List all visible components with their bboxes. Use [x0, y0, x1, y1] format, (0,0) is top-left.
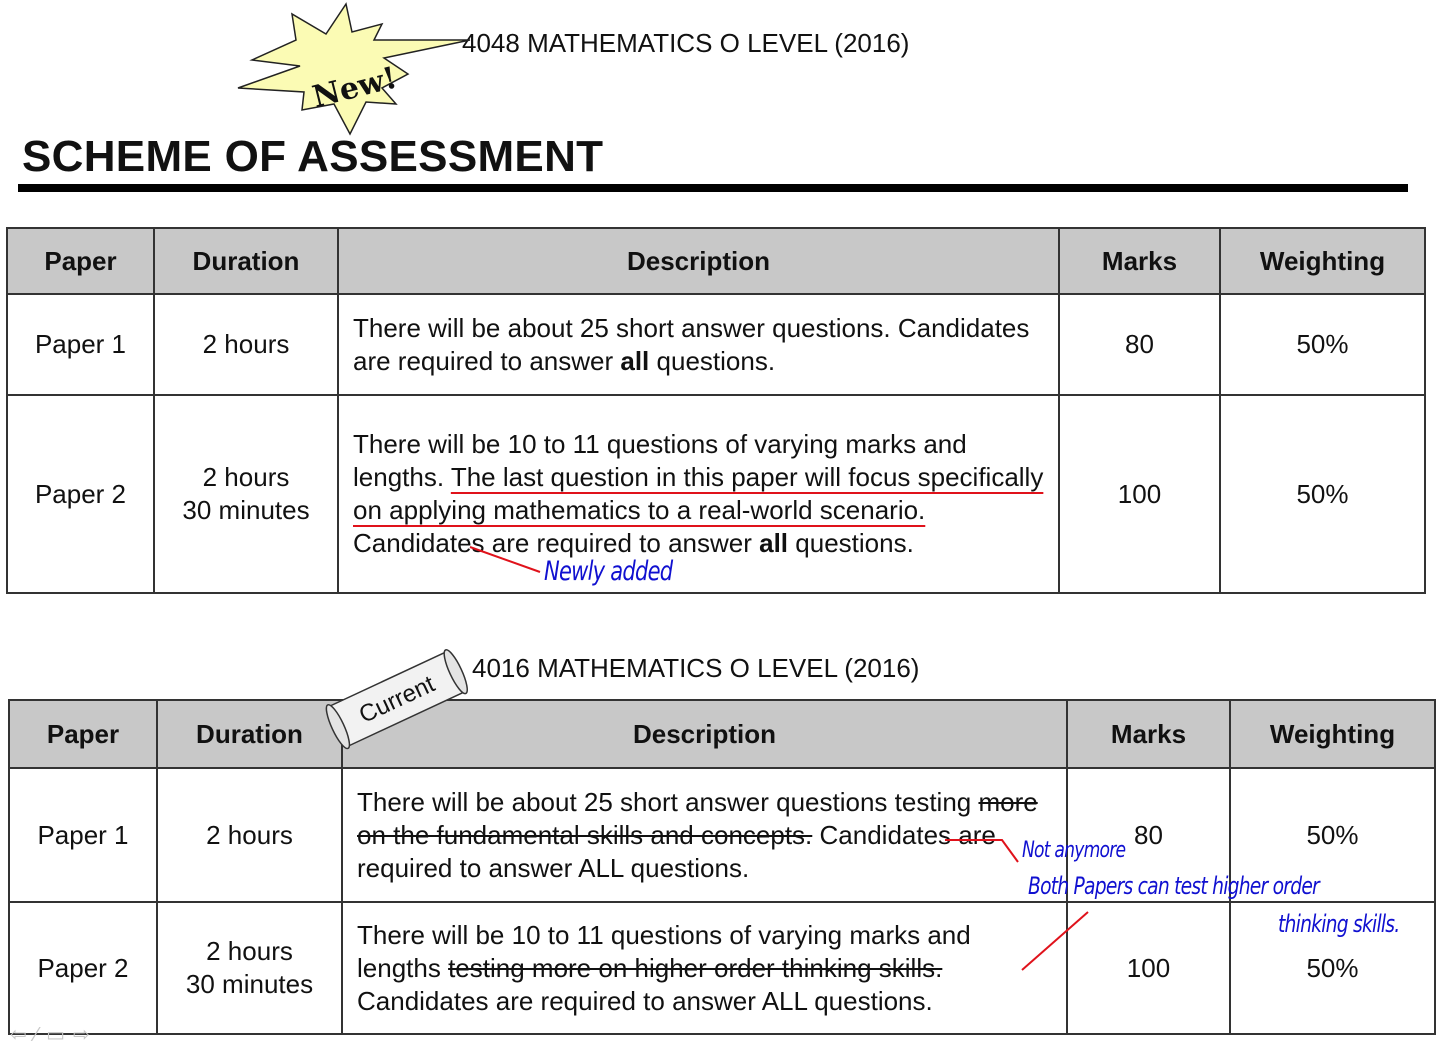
description-bold: all	[620, 345, 650, 376]
note-both-papers-line2: thinking skills.	[1278, 910, 1400, 938]
weighting-cell: 50%	[1230, 902, 1435, 1034]
underlined-new-text: The last question in this paper will focus specifically on applying mathematics to a real-world scenario.	[353, 462, 1044, 525]
connector-line	[1022, 912, 1088, 970]
duration-line: 2 hours	[202, 462, 290, 492]
paper-cell: Paper 2	[7, 395, 154, 593]
header-duration: Duration	[157, 700, 342, 768]
duration-line: 30 minutes	[185, 969, 314, 999]
duration-line: 30 minutes	[182, 495, 310, 525]
header-description: Description	[342, 700, 1067, 768]
header-weighting: Weighting	[1230, 700, 1435, 768]
description-text: There will be about 25 short answer questions testing	[357, 786, 979, 817]
pen-icon[interactable]: ⁄	[34, 1024, 47, 1046]
description-text: questions.	[649, 345, 776, 376]
connector-line	[945, 840, 1018, 862]
marks-cell: 80	[1067, 768, 1230, 902]
header-weighting: Weighting	[1220, 228, 1425, 294]
weighting-cell: 50%	[1230, 768, 1435, 902]
header-duration: Duration	[154, 228, 338, 294]
weighting-cell: 50%	[1220, 395, 1425, 593]
struck-text: more on the fundamental skills and concepts.	[357, 786, 1038, 850]
header-marks: Marks	[1059, 228, 1220, 294]
description-bold: all	[759, 528, 789, 558]
header-paper: Paper	[9, 700, 157, 768]
current-badge-label: Current	[355, 670, 439, 729]
new-badge-label: New!	[309, 60, 401, 116]
header-description: Description	[338, 228, 1059, 294]
duration-cell: 2 hours	[154, 294, 338, 395]
scheme-title: SCHEME OF ASSESSMENT	[22, 132, 604, 181]
header-marks: Marks	[1067, 700, 1230, 768]
description-text: There will be 10 to 11 questions of varying marks and lengths	[357, 919, 971, 983]
doc-title-current: 4016 MATHEMATICS O LEVEL (2016)	[472, 653, 920, 683]
description-text: Candidates are required to answer	[353, 528, 760, 558]
description-text: There will be about 25 short answer questions. Candidates are required to answer	[353, 312, 1030, 376]
paper-cell: Paper 2	[9, 902, 157, 1034]
slide-nav[interactable]	[10, 1022, 98, 1047]
menu-icon[interactable]: ▭	[46, 1024, 74, 1046]
doc-title-new: 4048 MATHEMATICS O LEVEL (2016)	[462, 28, 910, 58]
connector-line	[470, 547, 540, 572]
paper-cell: Paper 1	[9, 768, 157, 902]
next-arrow-icon[interactable]: ⇨	[73, 1024, 98, 1046]
description-text: questions.	[788, 528, 914, 558]
marks-cell: 80	[1059, 294, 1220, 395]
current-scroll-icon	[322, 647, 471, 751]
paper-cell: Paper 1	[7, 294, 154, 395]
header-paper: Paper	[7, 228, 154, 294]
prev-arrow-icon[interactable]: ⇦	[10, 1024, 35, 1046]
note-not-anymore: Not anymore	[1022, 838, 1126, 863]
note-both-papers-line1: Both Papers can test higher order	[1028, 872, 1319, 900]
note-newly-added: Newly added	[544, 556, 673, 587]
description-text: Candidates are required to answer ALL questions.	[357, 819, 996, 883]
marks-cell: 100	[1059, 395, 1220, 593]
marks-cell: 100	[1067, 902, 1230, 1034]
new-burst-icon	[238, 4, 470, 134]
duration-cell: 2 hours	[157, 768, 342, 902]
description-text: There will be 10 to 11 questions of varying marks and lengths.	[353, 429, 967, 492]
duration-line: 2 hours	[206, 936, 293, 966]
weighting-cell: 50%	[1220, 294, 1425, 395]
struck-text: testing more on higher order thinking skills.	[448, 952, 943, 983]
description-text: Candidates are required to answer ALL questions.	[357, 985, 933, 1016]
